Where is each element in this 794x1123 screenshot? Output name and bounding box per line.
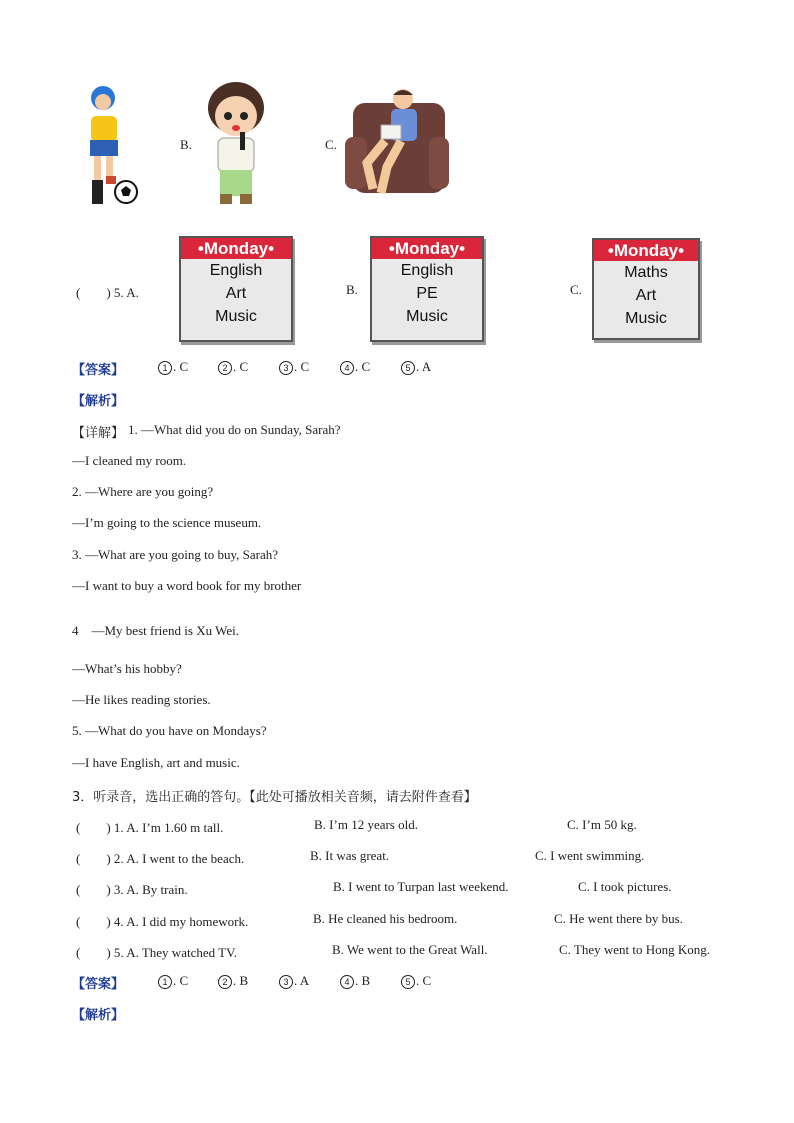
answer-number: 1 [158, 361, 172, 375]
answer-value: . A [416, 359, 432, 374]
answer-value: . C [173, 973, 189, 988]
question-option-c: C. They went to Hong Kong. [559, 942, 711, 957]
question-option-b: B. It was great. [310, 848, 390, 863]
answer-number: 4 [340, 361, 354, 375]
q4-option-c-picture [345, 85, 449, 203]
question-option-c: C. I took pictures. [578, 879, 672, 894]
question-stem: ( ) 3. A. By train. [76, 882, 188, 897]
analysis-tag: 【解析】 [72, 1008, 125, 1023]
schedule-subject: Art [635, 287, 657, 304]
schedule-subject: English [400, 262, 454, 279]
schedule-subject: Music [406, 308, 448, 325]
schedule-subject: Music [625, 310, 667, 327]
q5-question-stem: ( ) 5. A. [76, 285, 139, 300]
answer-value: . B [355, 973, 371, 988]
detail-line: 3. —What are you going to buy, Sarah? [72, 547, 279, 562]
section-title: 3．听录音，选出正确的答句。【此处可播放相关音频，请去附件查看】 [72, 790, 477, 805]
schedule-subject: Art [225, 285, 247, 302]
singing-boy-icon [198, 78, 274, 210]
question-option-b: B. We went to the Great Wall. [332, 942, 488, 957]
answer-number: 3 [279, 975, 293, 989]
reading-man-on-sofa-icon [345, 85, 449, 203]
detail-line: —I want to buy a word book for my brother [72, 578, 302, 593]
detail-line: 2. —Where are you going? [72, 484, 214, 499]
answer-number: 5 [401, 361, 415, 375]
soccer-boy-icon [78, 80, 148, 210]
q4-option-a-picture [78, 80, 148, 210]
schedule-subject: Maths [624, 264, 668, 281]
q4-option-b-picture [198, 78, 274, 210]
question-option-b: B. I’m 12 years old. [314, 817, 418, 832]
detail-line: 4 —My best friend is Xu Wei. [72, 623, 239, 638]
question-option-b: B. I went to Turpan last weekend. [333, 879, 509, 894]
schedule-header: •Monday• [594, 240, 698, 261]
answer-value: . A [294, 973, 310, 988]
q4-option-c-label: C. [325, 137, 337, 152]
analysis-tag: 【解析】 [72, 394, 125, 409]
q5-option-c-label: C. [570, 282, 582, 297]
q5-schedule-c [592, 238, 700, 340]
detail-line: 5. —What do you have on Mondays? [72, 723, 267, 738]
question-option-c: C. He went there by bus. [554, 911, 683, 926]
answer-number: 1 [158, 975, 172, 989]
answer-tag: 【答案】 [72, 977, 125, 992]
question-stem: ( ) 1. A. I’m 1.60 m tall. [76, 820, 224, 835]
question-stem: ( ) 5. A. They watched TV. [76, 945, 238, 960]
answer-list [158, 359, 458, 377]
detail-line: —I have English, art and music. [72, 755, 240, 770]
answer-value: . C [173, 359, 189, 374]
q5-schedule-a [179, 236, 293, 342]
answer-number: 3 [279, 361, 293, 375]
q4-option-b-label: B. [180, 137, 192, 152]
question-option-b: B. He cleaned his bedroom. [313, 911, 458, 926]
question-stem: ( ) 2. A. I went to the beach. [76, 851, 245, 866]
question-option-c: C. I went swimming. [535, 848, 645, 863]
schedule-subject: PE [416, 285, 438, 302]
detail-line: 1. —What did you do on Sunday, Sarah? [128, 422, 341, 437]
answer-value: . C [416, 973, 432, 988]
answer-number: 5 [401, 975, 415, 989]
schedule-header: •Monday• [181, 238, 291, 259]
question-option-c: C. I’m 50 kg. [567, 817, 637, 832]
answer-value: . C [355, 359, 371, 374]
answer-tag: 【答案】 [72, 363, 125, 378]
answer-list [158, 973, 458, 991]
detail-tag: 【详解】 [72, 426, 125, 441]
q5-option-b-label: B. [346, 282, 358, 297]
answer-number: 2 [218, 361, 232, 375]
schedule-subject: Music [215, 308, 257, 325]
detail-line: —I cleaned my room. [72, 453, 187, 468]
answer-value: . C [233, 359, 249, 374]
schedule-header: •Monday• [372, 238, 482, 259]
schedule-subject: English [209, 262, 263, 279]
detail-line: —I’m going to the science museum. [72, 515, 262, 530]
detail-line: —He likes reading stories. [72, 692, 211, 707]
answer-value: . B [233, 973, 249, 988]
answer-number: 4 [340, 975, 354, 989]
answer-number: 2 [218, 975, 232, 989]
q5-schedule-b [370, 236, 484, 342]
question-stem: ( ) 4. A. I did my homework. [76, 914, 249, 929]
detail-line: —What’s his hobby? [72, 661, 182, 676]
answer-value: . C [294, 359, 310, 374]
